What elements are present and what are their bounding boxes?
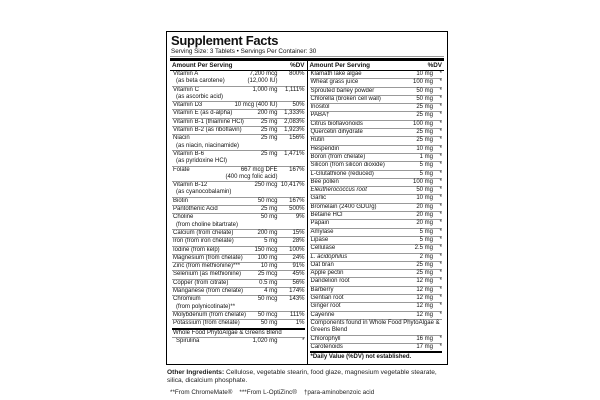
dv-value: 50% (292, 102, 305, 109)
amount-value: 20 mg (416, 212, 433, 219)
table-row (172, 229, 305, 237)
table-row (310, 95, 443, 103)
table-row (310, 120, 443, 128)
table-row (172, 311, 305, 319)
dv-value: 500% (289, 206, 305, 213)
ingredient-name: Garlic (310, 195, 327, 202)
table-row (172, 270, 305, 278)
ingredient-name: Magnesium (from chelate) (173, 254, 243, 261)
amount-value: 250 mcg (254, 182, 278, 189)
table-row (310, 269, 443, 277)
other-ingredients-label: Other Ingredients: (167, 368, 225, 376)
amount-value: 50 mg (260, 214, 278, 221)
table-row (172, 134, 305, 150)
ingredient-name: Vitamin E (as d-alpha) (173, 110, 233, 117)
amount-value: 100 mg (412, 120, 433, 127)
amount-value: 12 mg (416, 278, 433, 285)
ingredient-subline (172, 78, 305, 85)
dv-value: 1,923% (284, 127, 305, 134)
table-row (310, 253, 443, 261)
other-ingredients (166, 369, 448, 385)
dv-value: * (439, 71, 442, 77)
ingredient-name: Oat bran (310, 261, 334, 268)
dv-value: * (439, 95, 442, 102)
amount-value: 100 mg (412, 79, 433, 86)
dv-value: * (439, 286, 442, 293)
dv-value: * (439, 145, 442, 152)
ingredient-name: Rutin (310, 137, 325, 144)
table-row (172, 254, 305, 262)
dv-value: * (439, 220, 442, 227)
amount-value: 20 mg (416, 203, 433, 210)
dv-value: * (439, 129, 442, 136)
ingredient-subname: (as beta carotene) (176, 78, 225, 85)
dv-header: %DV (290, 62, 305, 69)
amount-value: 667 mcg DFE (240, 166, 278, 173)
amount-value: 1,020 mg (252, 337, 278, 344)
amount-value: 25 mg (260, 150, 278, 157)
dv-value: * (439, 203, 442, 210)
amount-value: 50 mg (416, 187, 433, 194)
table-row (310, 186, 443, 194)
amount-subvalue: (12,000 IU) (247, 78, 278, 85)
ingredient-name: Spirulina (176, 337, 200, 344)
amount-value: 50 mcg (257, 296, 278, 303)
amount-value: 2.5 mg (414, 245, 433, 252)
amount-value: 17 mg (416, 343, 433, 350)
table-row (310, 161, 443, 169)
table-row (310, 153, 443, 161)
section-header-text: Whole Food PhytoAlgae & Greens Blend (173, 329, 282, 336)
dv-value: * (439, 79, 442, 86)
ingredient-name: Selenium (as methionine) (173, 271, 242, 278)
ingredient-subline (172, 158, 305, 165)
amount-value: 150 mcg (254, 246, 278, 253)
amount-value: 50 mg (416, 87, 433, 94)
dv-value: 91% (292, 263, 305, 270)
dv-value: 167% (289, 197, 305, 204)
table-row (310, 103, 443, 111)
table-row (172, 295, 305, 311)
table-row (310, 343, 443, 351)
dv-value: * (439, 270, 442, 277)
dv-value: * (439, 112, 442, 119)
ingredient-name: Pantothenic Acid (173, 206, 218, 213)
ingredient-name: Vitamin B-2 (as riboflavin) (173, 127, 242, 134)
amount-value: 25 mcg (257, 271, 278, 278)
column-headers (170, 61, 444, 71)
dv-value: * (439, 228, 442, 235)
dv-note-text: *Daily Value (%DV) not established. (310, 354, 412, 361)
ingredient-subname: (from polynicotinate)** (176, 303, 236, 310)
ingredient-name: Vitamin C (173, 86, 199, 93)
supplement-label (166, 31, 448, 396)
ingredient-subname: (as ascorbic acid) (176, 93, 224, 100)
amount-value: 5 mg (264, 238, 278, 245)
amount-value: 5 mg (419, 170, 433, 177)
ingredient-name: Carotenoids (310, 343, 343, 350)
ingredient-subname: (as niacin, niacinamide) (176, 142, 240, 149)
dv-value: * (439, 170, 442, 177)
dv-value: * (439, 261, 442, 268)
amount-value: 200 mg (257, 110, 278, 117)
ingredient-name: Iodine (from kelp) (173, 246, 220, 253)
ingredient-name: Potassium (from chelate) (173, 320, 240, 327)
ingredient-name: Boron (from chelate) (310, 153, 366, 160)
table-row (310, 78, 443, 86)
ingredient-name: Dandelion root (310, 278, 350, 285)
amount-value: 50 mg (416, 95, 433, 102)
amount-value: 50 mg (260, 320, 278, 327)
ingredient-name: Folate (173, 166, 190, 173)
ingredient-name: Cellulase (310, 245, 336, 252)
table-row (310, 302, 443, 310)
ingredient-name: Niacin (173, 135, 190, 142)
column-header-right (308, 61, 445, 70)
ingredient-name: Vitamin B-12 (173, 182, 208, 189)
table-row (310, 87, 443, 95)
footnotes-line: **From ChromeMate® ***From L-OptiZinc® †para-aminobenzoic acid (170, 388, 375, 396)
table-row (172, 118, 305, 126)
ingredient-column-right (308, 71, 445, 364)
amount-value: 25 mg (260, 118, 278, 125)
ingredient-name: Barberry (310, 286, 334, 293)
amount-value: 25 mg (416, 137, 433, 144)
ingredient-subline (172, 94, 305, 101)
ingredient-name: Sprouted barley powder (310, 87, 375, 94)
ingredient-name: L-Glutathione (reduced) (310, 170, 374, 177)
table-row (310, 335, 443, 343)
dv-value: 174% (289, 288, 305, 295)
amount-value: 100 mg (412, 178, 433, 185)
ingredient-name: Hesperidin (310, 145, 340, 152)
ingredient-name: Bee pollen (310, 178, 339, 185)
amount-value: 25 mg (416, 112, 433, 119)
table-row (310, 170, 443, 178)
dv-value: * (439, 87, 442, 94)
dv-value: 156% (289, 135, 305, 142)
ingredient-name: Vitamin D3 (173, 102, 203, 109)
dv-value: 9% (295, 214, 305, 221)
table-row (310, 145, 443, 153)
section-header-text: Components found in Whole Food PhytoAlgae & Greens Blend (310, 319, 440, 334)
table-row (310, 136, 443, 144)
ingredient-name: L. acidophilus (310, 253, 348, 260)
amount-value: 1,000 mg (252, 86, 278, 93)
amount-value: 10 mcg (400 IU) (234, 102, 278, 109)
amount-value: 1 mg (419, 153, 433, 160)
dv-value: 143% (289, 296, 305, 303)
ingredient-name: PABA† (310, 112, 330, 119)
ingredient-subname (172, 174, 176, 181)
dv-value: * (439, 153, 442, 160)
table-row (310, 178, 443, 186)
table-row (172, 86, 305, 102)
supplement-facts-box (166, 31, 448, 365)
table-row (172, 337, 305, 345)
ingredient-name: Apple pectin (310, 270, 344, 277)
dv-value: 15% (292, 229, 305, 236)
amount-value: 2 mg (419, 253, 433, 260)
amount-value: 50 mcg (257, 197, 278, 204)
dv-value: 111% (290, 311, 305, 318)
amount-subvalue: (400 mcg folic acid) (225, 173, 278, 180)
ingredient-name: Wheat grass juice (310, 79, 359, 86)
table-row (172, 213, 305, 229)
ingredient-name: Calcium (from chelate) (173, 229, 234, 236)
ingredient-name: Amylase (310, 228, 334, 235)
ingredient-column-left (170, 71, 308, 364)
ingredient-name: Chlorophyll (310, 335, 341, 342)
table-row (310, 219, 443, 227)
dv-value: * (439, 278, 442, 285)
table-row (310, 194, 443, 202)
table-row (172, 126, 305, 134)
dv-value: * (439, 162, 442, 169)
amount-value: 10 mg (260, 263, 278, 270)
dv-value: * (439, 178, 442, 185)
amount-value: 12 mg (416, 311, 433, 318)
ingredient-subline (172, 189, 305, 196)
amount-value: 0.5 mg (259, 279, 278, 286)
amount-value: 200 mg (257, 229, 278, 236)
supplement-facts-title: Supplement Facts (171, 33, 279, 48)
amount-value: 10 mg (416, 71, 433, 77)
table-row (310, 244, 443, 252)
ingredient-columns (170, 71, 444, 364)
ingredient-subline (172, 222, 305, 229)
table-row (310, 286, 443, 294)
ingredient-name: Betaine HCl (310, 212, 343, 219)
amount-value: 12 mg (416, 295, 433, 302)
dv-value: 2,083% (284, 118, 305, 125)
amount-value: 25 mg (260, 127, 278, 134)
ingredient-name: Vitamin A (173, 71, 199, 77)
ingredient-name: Choline (173, 214, 194, 221)
table-row (310, 261, 443, 269)
table-row (172, 262, 305, 270)
amount-value: 5 mg (419, 236, 433, 243)
amount-value: 12 mg (416, 303, 433, 310)
dv-value: * (439, 104, 442, 111)
table-row (310, 128, 443, 136)
table-row (310, 277, 443, 285)
table-row (172, 287, 305, 295)
table-row (172, 101, 305, 109)
amount-value: 25 mg (260, 206, 278, 213)
table-row (172, 246, 305, 254)
dv-value: 28% (292, 238, 305, 245)
ingredient-name: Eleutherococcus root (310, 187, 367, 194)
ingredient-name: Vitamin B-1 (thiamine HCl) (173, 118, 244, 125)
amount-value: 25 mg (416, 104, 433, 111)
table-row (310, 236, 443, 244)
amount-value: 25 mg (260, 135, 278, 142)
dv-value: * (439, 120, 442, 127)
ingredient-subline (172, 304, 305, 311)
table-row (310, 211, 443, 219)
table-row (172, 197, 305, 205)
amount-value: 5 mg (419, 162, 433, 169)
dv-value: * (439, 245, 442, 252)
ingredient-name: Silicon (from silicon dioxide) (310, 162, 385, 169)
ingredient-name: Chromium (173, 296, 201, 303)
section-header (310, 319, 443, 335)
amount-value: 100 mg (257, 254, 278, 261)
dv-value: * (439, 253, 442, 260)
dv-value: 1,333% (284, 110, 305, 117)
dv-value: * (439, 335, 442, 342)
ingredient-name: Copper (from citrate) (173, 279, 229, 286)
table-row (172, 205, 305, 213)
ingredient-name: Lipase (310, 236, 329, 243)
table-row (172, 109, 305, 117)
ingredient-name: Ginger root (310, 303, 341, 310)
ingredient-subname: (as pyridoxine HCl) (176, 158, 228, 165)
dv-header: %DV (427, 62, 442, 69)
dv-value: 56% (292, 279, 305, 286)
dv-value: * (439, 295, 442, 302)
amount-value: 7,200 mcg (249, 71, 278, 77)
ingredient-name: Klamath lake algae (310, 71, 362, 77)
amount-value: 20 mg (416, 220, 433, 227)
ingredient-name: Zinc (from methionine)*** (173, 263, 241, 270)
dv-value: 10,417% (280, 182, 305, 189)
ingredient-subline (172, 143, 305, 150)
ingredient-name: Cayenne (310, 311, 335, 318)
other-ingredients-text: Cellulose, vegetable stearin, food glaze, magnesium vegetable stearate, silica, dicalcium phosphate. (167, 368, 437, 384)
dv-value: 100% (289, 246, 305, 253)
dv-value: 1,471% (284, 150, 305, 157)
dv-value: * (439, 236, 442, 243)
section-header (172, 328, 305, 337)
amount-value: 10 mg (416, 145, 433, 152)
table-row (310, 311, 443, 319)
dv-value: * (302, 337, 305, 344)
table-row (172, 279, 305, 287)
table-row (310, 203, 443, 211)
amount-value: 50 mcg (257, 311, 278, 318)
amount-value: 10 mg (416, 195, 433, 202)
dv-value: 1,111% (285, 86, 305, 93)
table-row (310, 294, 443, 302)
dv-value: * (439, 137, 442, 144)
ingredient-name: Molybdenum (from chelate) (173, 311, 247, 318)
dv-value: * (439, 195, 442, 202)
dv-value: * (439, 343, 442, 350)
dv-value: 45% (292, 271, 305, 278)
ingredient-name: Inositol (310, 104, 330, 111)
amount-value: 4 mg (264, 288, 278, 295)
ingredient-name: Chlorella (broken cell wall) (310, 95, 381, 102)
serving-size-line: Serving Size: 3 Tablets • Servings Per Container: 30 (170, 48, 444, 57)
table-row (172, 150, 305, 166)
amount-value: 25 mg (416, 261, 433, 268)
amount-value: 25 mg (416, 270, 433, 277)
ingredient-name: Manganese (from chelate) (173, 288, 244, 295)
ingredient-subname: (as cyanocobalamin) (176, 189, 232, 196)
ingredient-name: Quercetin dihydrate (310, 129, 363, 136)
ingredient-name: Gentian root (310, 295, 344, 302)
amount-value: 25 mg (416, 129, 433, 136)
dv-note (310, 351, 443, 362)
table-row (172, 319, 305, 327)
dv-value: * (439, 187, 442, 194)
ingredient-name: Papain (310, 220, 330, 227)
dv-value: 167% (289, 166, 305, 173)
amount-per-serving-header: Amount Per Serving (172, 62, 233, 69)
table-row (172, 71, 305, 86)
amount-value: 5 mg (419, 228, 433, 235)
table-row (172, 237, 305, 245)
dv-value: * (439, 311, 442, 318)
amount-value: 12 mg (416, 286, 433, 293)
ingredient-name: Vitamin B-6 (173, 150, 204, 157)
column-header-left (170, 61, 308, 70)
ingredient-name: Citrus bioflavonoids (310, 120, 363, 127)
table-row (310, 111, 443, 119)
ingredient-name: Bromelain (2400 GDU/g) (310, 203, 377, 210)
dv-value: 1% (295, 320, 305, 327)
table-row (172, 181, 305, 197)
table-row (172, 166, 305, 182)
dv-value: 24% (292, 254, 305, 261)
amount-per-serving-header: Amount Per Serving (309, 62, 371, 69)
dv-value: * (439, 303, 442, 310)
table-row (310, 228, 443, 236)
ingredient-name: Biotin (173, 197, 189, 204)
ingredient-subline (172, 174, 305, 181)
table-row (310, 71, 443, 78)
ingredient-subname: (from choline bitartrate) (176, 221, 239, 228)
dv-value: * (439, 212, 442, 219)
dv-value: 800% (289, 71, 305, 77)
ingredient-name: Iron (from iron chelate) (173, 238, 234, 245)
amount-value: 16 mg (416, 335, 433, 342)
